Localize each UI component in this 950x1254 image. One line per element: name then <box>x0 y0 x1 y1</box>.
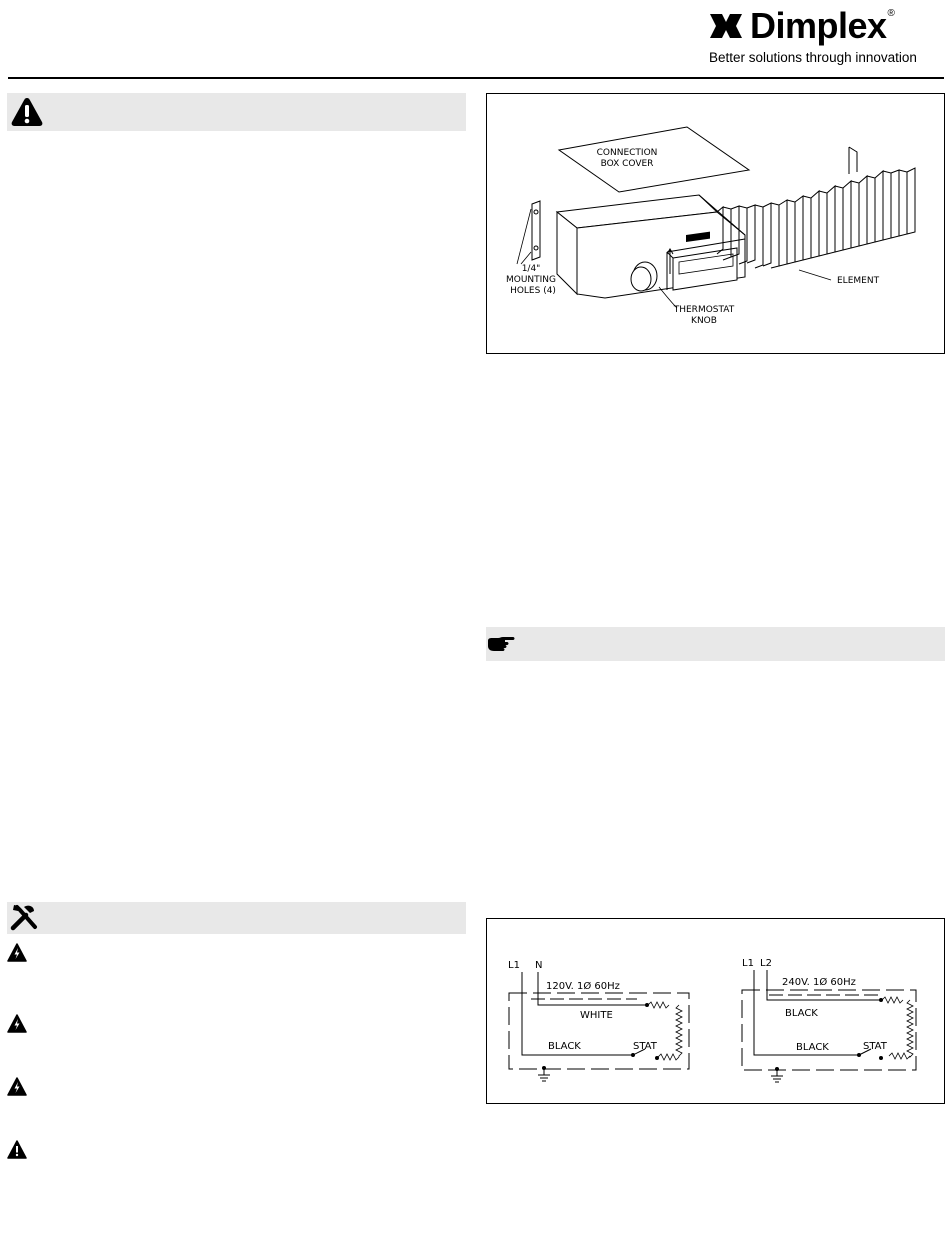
wiring-figure <box>486 918 945 1104</box>
electric-hazard-icon <box>7 1014 27 1034</box>
thermostat-label-line1: THERMOSTAT <box>673 305 735 315</box>
header-rule <box>8 77 944 79</box>
thermostat-label-line2: KNOB <box>691 316 717 326</box>
right-supply: 240V. 1Ø 60Hz <box>782 977 856 988</box>
left-wire-bottom: BLACK <box>548 1041 581 1052</box>
right-wire-top: BLACK <box>785 1008 818 1019</box>
tools-icon <box>9 903 41 933</box>
mounting-label-line3: HOLES (4) <box>510 286 556 296</box>
left-switch: STAT <box>633 1041 657 1052</box>
warning-section-bar <box>7 93 466 131</box>
right-terminal-l1: L1 <box>742 958 754 969</box>
mounting-label-line1: 1/4" <box>521 264 541 274</box>
tools-section-bar <box>7 902 466 934</box>
brand-tagline: Better solutions through innovation <box>709 50 917 65</box>
dimplex-mark-icon <box>706 6 746 46</box>
brand-name: Dimplex <box>750 5 887 46</box>
electric-hazard-icon <box>7 1077 27 1097</box>
pointing-hand-icon <box>486 634 516 656</box>
nameplate-text: DIMPLEX <box>687 264 711 270</box>
warning-triangle-icon <box>10 96 44 128</box>
left-terminal-l1: L1 <box>508 960 520 971</box>
right-wire-bottom: BLACK <box>796 1042 829 1053</box>
cover-label-line1: CONNECTION <box>596 148 658 158</box>
cover-label-line2: BOX COVER <box>600 159 654 169</box>
warning-triangle-icon <box>7 1140 27 1160</box>
left-supply: 120V. 1Ø 60Hz <box>546 981 620 992</box>
dimplex-logo <box>706 4 944 70</box>
element-label: ELEMENT <box>837 276 880 286</box>
electric-hazard-icon <box>7 943 27 963</box>
mounting-label-line2: MOUNTING <box>505 275 557 285</box>
wiring-240v <box>742 958 916 1082</box>
wiring-120v <box>508 960 689 1081</box>
components-drawing <box>487 94 946 355</box>
note-section-bar <box>486 627 945 661</box>
wiring-diagrams <box>487 919 946 1105</box>
registered-mark: ® <box>887 8 895 19</box>
components-figure <box>486 93 945 354</box>
left-wire-top: WHITE <box>580 1010 613 1021</box>
right-terminal-l2: L2 <box>760 958 772 969</box>
left-terminal-n: N <box>535 960 543 971</box>
right-switch: STAT <box>863 1041 887 1052</box>
